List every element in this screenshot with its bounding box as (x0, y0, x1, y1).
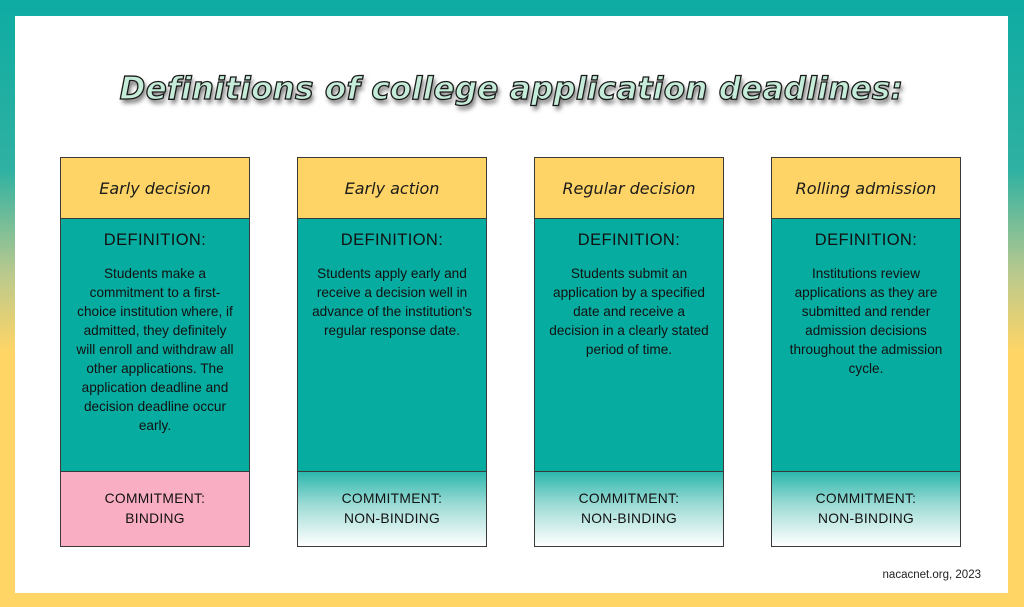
definition-label: DEFINITION: (340, 231, 444, 249)
column-heading: Regular decision (534, 157, 724, 219)
definition-label: DEFINITION: (103, 231, 207, 249)
commitment-label: COMMITMENT: (815, 491, 917, 506)
column-heading: Rolling admission (771, 157, 961, 219)
commitment-box (771, 472, 961, 547)
commitment-label: COMMITMENT: (578, 491, 680, 506)
definition-label: DEFINITION: (814, 231, 918, 249)
commitment-value: NON-BINDING (817, 511, 915, 526)
commitment-value: NON-BINDING (580, 511, 678, 526)
source-credit: nacacnet.org, 2023 (882, 569, 981, 581)
page-title: Definitions of college application deadlines: (119, 71, 904, 107)
commitment-box (297, 472, 487, 547)
definition-text: Students apply early and receive a decision well in advance of the institution's regular response date. (312, 266, 472, 338)
commitment-box (60, 472, 250, 547)
definition-label: DEFINITION: (577, 231, 681, 249)
definition-text: Students submit an application by a specified date and receive a decision in a clearly stated period of time. (549, 266, 709, 357)
commitment-value: BINDING (125, 511, 185, 526)
definition-text: Institutions review applications as they are submitted and render admission decisions throughout the admission cycle. (789, 266, 943, 376)
definition-text: Students make a commitment to a first-choice institution where, if admitted, they definitely will enroll and withdraw all other applications. The application deadline and decision deadline occur early. (76, 266, 234, 433)
definition-box (297, 219, 487, 472)
column-regular-decision (534, 157, 724, 547)
commitment-label: COMMITMENT: (341, 491, 443, 506)
content-card (15, 16, 1008, 593)
definition-box (534, 219, 724, 472)
definition-box (60, 219, 250, 472)
column-heading: Early action (297, 157, 487, 219)
column-early-decision (60, 157, 250, 547)
definition-box (771, 219, 961, 472)
commitment-label: COMMITMENT: (104, 491, 206, 506)
column-rolling-admission (771, 157, 961, 547)
column-heading: Early decision (60, 157, 250, 219)
commitment-value: NON-BINDING (343, 511, 441, 526)
commitment-box (534, 472, 724, 547)
column-early-action (297, 157, 487, 547)
